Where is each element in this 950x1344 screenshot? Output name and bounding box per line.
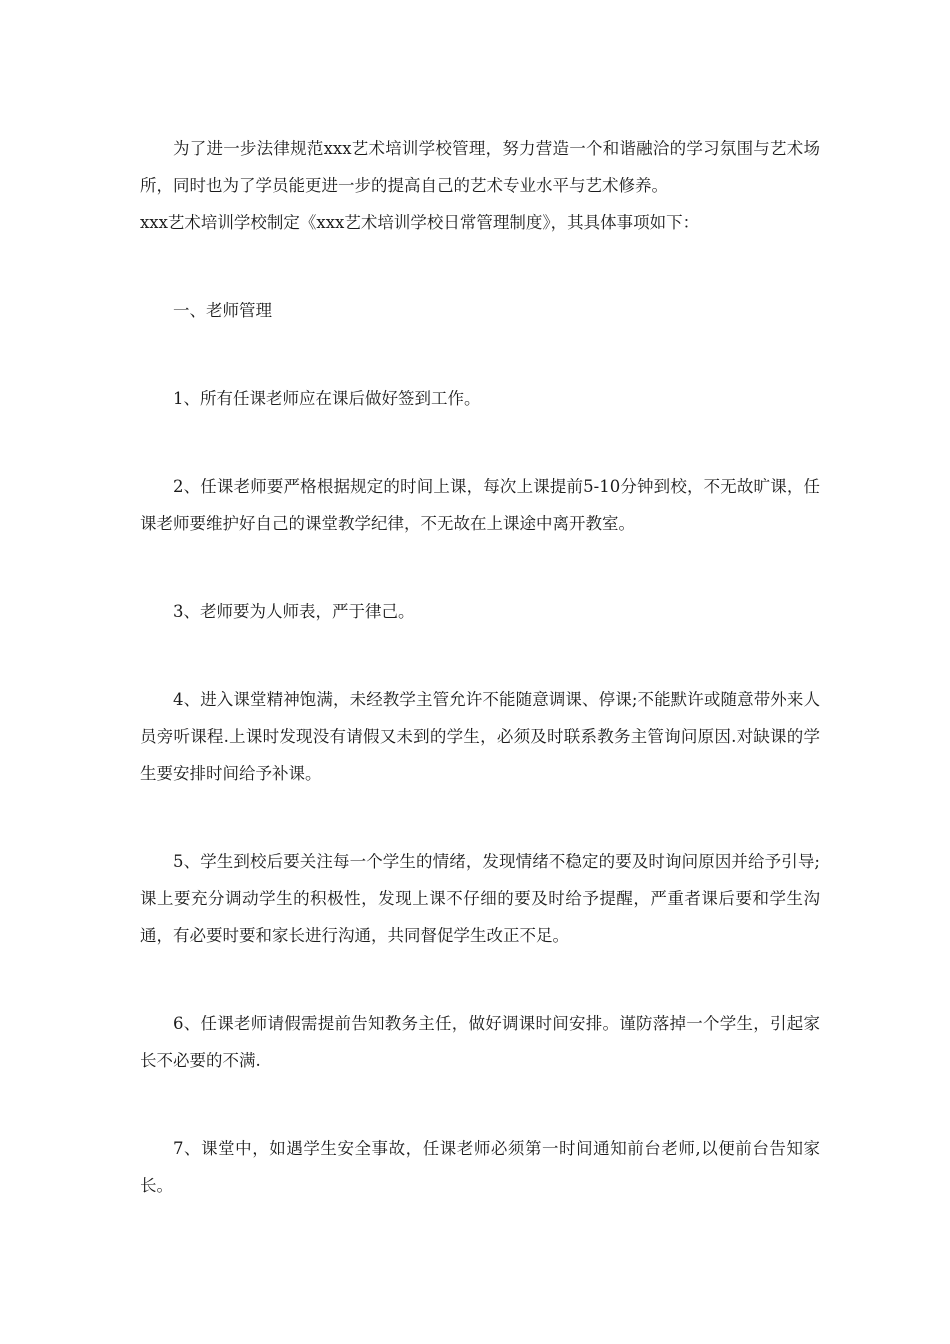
rule-item-6: 6、任课老师请假需提前告知教务主任，做好调课时间安排。谨防落掉一个学生，引起家长不必要的不满. — [140, 1014, 820, 1070]
rule-item-3: 3、老师要为人师表，严于律己。 — [173, 602, 415, 621]
rule-item-5: 5、学生到校后要关注每一个学生的情绪，发现情绪不稳定的要及时询问原因并给予引导;课上要充分调动学生的积极性，发现上课不仔细的要及时给予提醒，严重者课后要和学生沟通，有必要时要和家长进行沟通，共同督促学生改正不足。 — [140, 852, 820, 945]
rule-item-2: 2、任课老师要严格根据规定的时间上课，每次上课提前5-10分钟到校，不无故旷课，任课老师要维护好自己的课堂教学纪律，不无故在上课途中离开教室。 — [140, 477, 820, 533]
rule-item-7: 7、课堂中，如遇学生安全事故，任课老师必须第一时间通知前台老师,以便前台告知家长。 — [140, 1139, 820, 1195]
document-page — [140, 130, 820, 1204]
rule-item-4: 4、进入课堂精神饱满，未经教学主管允许不能随意调课、停课;不能默许或随意带外来人员旁听课程.上课时发现没有请假又未到的学生，必须及时联系教务主管询问原因.对缺课的学生要安排时间给予补课。 — [140, 690, 820, 783]
intro-paragraph: 为了进一步法律规范xxx艺术培训学校管理，努力营造一个和谐融洽的学习氛围与艺术场所，同时也为了学员能更进一步的提高自己的艺术专业水平与艺术修养。 — [140, 139, 820, 195]
rule-item-1: 1、所有任课老师应在课后做好签到工作。 — [173, 389, 481, 408]
section-title: 一、老师管理 — [173, 301, 272, 320]
intro-statement: xxx艺术培训学校制定《xxx艺术培训学校日常管理制度》，其具体事项如下： — [140, 213, 700, 232]
